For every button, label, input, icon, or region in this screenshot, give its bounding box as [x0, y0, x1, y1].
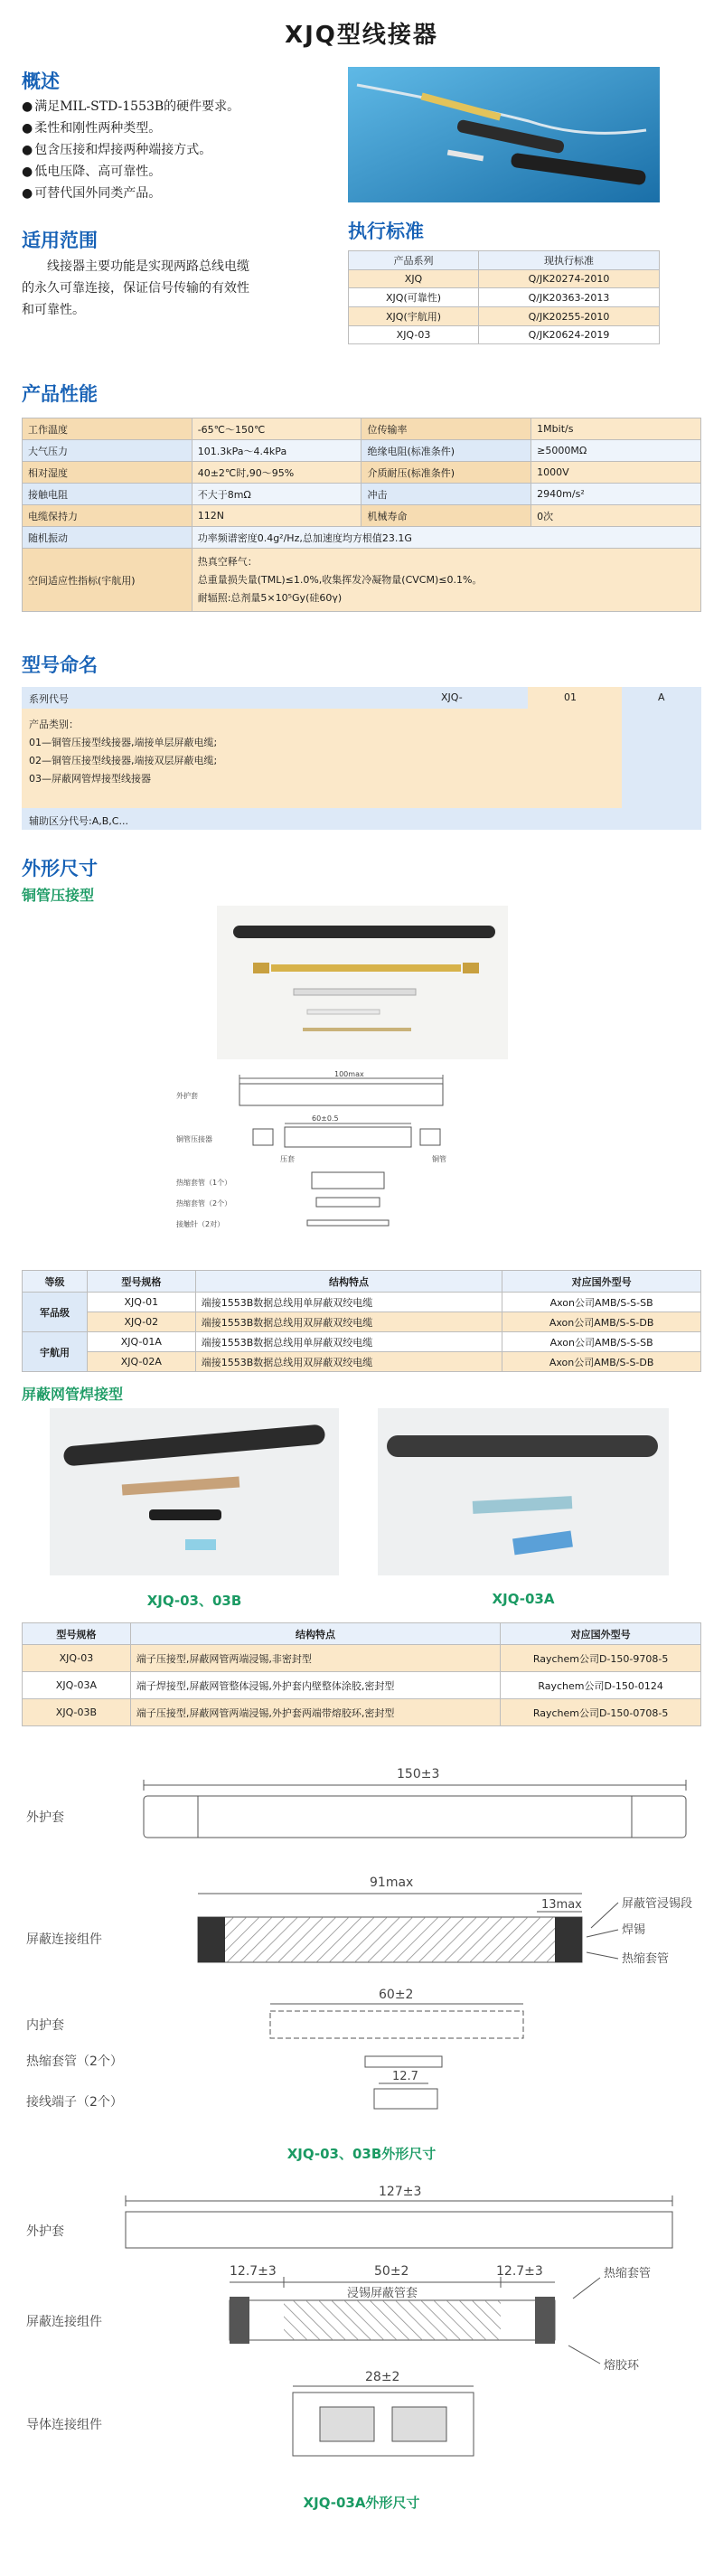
standards-cell: Q/JK20274-2010 [479, 270, 660, 288]
copper-photo-art [217, 906, 508, 1059]
perf-space-line: 总重量损失量(TML)≤1.0%,收集挥发冷凝物量(CVCM)≤0.1%。 [197, 573, 483, 586]
overview-bullet: ● 低电压降、高可靠性。 [22, 161, 329, 183]
perf-space-values [192, 549, 700, 612]
drawing-03-label-shield: 屏蔽连接组件 [26, 1932, 102, 1947]
drawing-03-dim60: 60±2 [379, 1988, 414, 2002]
copper-label-outer: 外护套 [176, 1092, 198, 1100]
photo-outer-sleeve [233, 926, 495, 938]
perf-label: 电缆保持力 [23, 505, 192, 527]
perf-label: 随机振动 [23, 527, 192, 549]
drawing-03-caption: XJQ-03、03B外形尺寸 [286, 2146, 437, 2162]
naming-code: XJQ- [441, 691, 463, 703]
drawing-03-dim91: 91max [370, 1876, 414, 1890]
perf-space-label: 空间适应性指标(宇航用) [23, 549, 192, 612]
overview-bullet: ● 包含压接和焊接两种端接方式。 [22, 139, 329, 161]
copper-cell: 端接1553B数据总线用双屏蔽双绞电缆 [195, 1352, 502, 1372]
copper-cell: 端接1553B数据总线用双屏蔽双绞电缆 [195, 1312, 502, 1332]
naming-suffix-col [622, 687, 701, 830]
overview-bullet: ● 可替代国外同类产品。 [22, 183, 329, 204]
naming-heading: 型号命名 [22, 653, 98, 676]
perf-space-line: 热真空释气： [197, 555, 258, 568]
drawing-03-dim13: 13max [541, 1898, 582, 1912]
naming-class-item: 01—铜管压接型线接器,端接单层屏蔽电缆; [29, 737, 218, 748]
overview-list [22, 96, 329, 204]
standards-cell: Q/JK20255-2010 [479, 307, 660, 326]
perf-label: 机械寿命 [362, 505, 531, 527]
copper-crimp-drawing [285, 1127, 411, 1147]
mesh-photo-03a-art [378, 1408, 669, 1575]
copper-label-pin: 接触针（2对） [176, 1220, 225, 1228]
copper-label-heat2: 热缩套管（2个） [176, 1199, 232, 1208]
copper-grade: 军品级 [23, 1293, 88, 1332]
standards-heading: 执行标准 [348, 220, 424, 242]
perf-value: 0次 [531, 505, 701, 527]
perf-space-line: 耐辐照:总剂量5×10⁵Gy(硅60γ) [197, 591, 343, 604]
copper-label-heat1: 热缩套管（1个） [176, 1179, 232, 1187]
naming-class-item: 03—屏蔽网管焊接型线接器 [29, 773, 151, 785]
mesh-caption-03a: XJQ-03A [492, 1591, 555, 1607]
drawing-03a-dim127: 127±3 [379, 2185, 422, 2199]
drawing-03-svg [22, 1758, 701, 2133]
mesh-col: 对应国外型号 [501, 1623, 701, 1645]
mesh-photo-03-art [50, 1408, 339, 1575]
performance-table [22, 418, 701, 612]
perf-label: 接触电阻 [23, 484, 192, 505]
standards-cell: XJQ(宇航用) [349, 307, 479, 326]
copper-label-crimp2: 铜管 [432, 1155, 446, 1163]
dimensions-heading: 外形尺寸 [22, 857, 98, 879]
perf-value: -65℃～150℃ [192, 418, 362, 440]
photo-copper-tube [271, 964, 461, 972]
drawing-03a-caption: XJQ-03A外形尺寸 [303, 2495, 420, 2511]
perf-label: 冲击 [362, 484, 531, 505]
drawing-03-label-term: 接线端子（2个） [26, 2095, 123, 2110]
mesh-cell: 端子焊接型,屏蔽网管整体浸锡,外护套内壁整体涂胶,密封型 [130, 1672, 500, 1699]
drawing-03-label-tin: 屏蔽管浸锡段 [622, 1897, 693, 1911]
copper-cell: 端接1553B数据总线用单屏蔽双绞电缆 [195, 1332, 502, 1352]
perf-value: 2940m/s² [531, 484, 701, 505]
drawing-03-mesh [198, 1917, 582, 1962]
copper-drawing-svg [145, 1071, 569, 1256]
standards-col-standard: 现执行标准 [479, 251, 660, 270]
drawing-03-label-inner: 内护套 [26, 2018, 64, 2033]
drawing-03 [22, 1758, 701, 2133]
naming-suffix: A [658, 691, 665, 703]
mesh-cell: Raychem公司D-150-0708-5 [501, 1699, 701, 1726]
naming-classes [29, 716, 217, 788]
drawing-03a-label-cond: 导体连接组件 [26, 2418, 102, 2432]
drawing-03a-dimL: 12.7±3 [230, 2264, 277, 2279]
standards-cell: XJQ-03 [349, 326, 479, 344]
standards-cell: Q/JK20363-2013 [479, 288, 660, 307]
mesh-cell: XJQ-03 [23, 1645, 131, 1672]
copper-col: 对应国外型号 [502, 1271, 701, 1293]
copper-cell: XJQ-01A [87, 1332, 195, 1352]
drawing-03a-label-mesh: 浸锡屏蔽管套 [347, 2287, 418, 2300]
standards-cell: XJQ [349, 270, 479, 288]
overview-bullet: ● 柔性和刚性两种类型。 [22, 118, 329, 139]
copper-drawing [145, 1071, 569, 1256]
copper-cell: XJQ-01 [87, 1293, 195, 1312]
perf-label: 绝缘电阻(标准条件) [362, 440, 531, 462]
mesh-cell: 端子压接型,屏蔽网管两端浸锡,外护套两端带熔胶环,密封型 [130, 1699, 500, 1726]
drawing-03a-label-melt: 熔胶环 [604, 2359, 640, 2373]
perf-value: 112N [192, 505, 362, 527]
drawing-03-label-outer: 外护套 [26, 1810, 64, 1825]
drawing-03a [22, 2183, 701, 2481]
perf-value: 不大于8mΩ [192, 484, 362, 505]
naming-num: 01 [564, 691, 577, 703]
copper-label-crimp1: 压套 [280, 1155, 295, 1163]
copper-photo [217, 906, 508, 1059]
drawing-03a-dimR: 12.7±3 [496, 2264, 543, 2279]
copper-cell: Axon公司AMB/S-S-SB [502, 1293, 701, 1312]
copper-col: 等级 [23, 1271, 88, 1293]
perf-value: 1Mbit/s [531, 418, 701, 440]
copper-outer-sleeve-drawing [239, 1084, 443, 1105]
overview-heading: 概述 [22, 70, 60, 92]
mesh-cell: XJQ-03A [23, 1672, 131, 1699]
drawing-03a-dim28: 28±2 [365, 2370, 400, 2384]
scope-text: 线接器主要功能是实现两路总线电缆的永久可靠连接，保证信号传输的有效性和可靠性。 [22, 259, 249, 317]
scope-heading: 适用范围 [22, 229, 98, 251]
mesh-title: 屏蔽网管焊接型 [22, 1386, 124, 1403]
copper-dim-60: 60±0.5 [312, 1114, 339, 1123]
naming-class-title: 产品类别： [29, 719, 79, 730]
perf-label: 介质耐压(标准条件) [362, 462, 531, 484]
drawing-03a-label-outer: 外护套 [26, 2224, 64, 2239]
standards-table [348, 250, 660, 344]
product-photo [348, 67, 660, 202]
drawing-03-label-heat: 热缩套管 [622, 1952, 670, 1966]
mesh-photo-03 [50, 1408, 339, 1575]
mesh-col: 型号规格 [23, 1623, 131, 1645]
copper-grade: 宇航用 [23, 1332, 88, 1372]
performance-heading: 产品性能 [22, 382, 98, 405]
drawing-03-dim150: 150±3 [397, 1767, 440, 1782]
perf-label: 大气压力 [23, 440, 192, 462]
mesh-photo-03a [378, 1408, 669, 1575]
overview-bullet: ● 满足MIL-STD-1553B的硬件要求。 [22, 96, 329, 118]
drawing-03-label-heat2: 热缩套管（2个） [26, 2054, 123, 2069]
naming-class-item: 02—铜管压接型线接器,端接双层屏蔽电缆; [29, 755, 218, 766]
drawing-03-dim127: 12.7 [392, 2070, 418, 2083]
standards-cell: XJQ(可靠性) [349, 288, 479, 307]
mesh-table [22, 1622, 701, 1726]
copper-table [22, 1270, 701, 1372]
perf-value: ≥5000MΩ [531, 440, 701, 462]
copper-label-inner: 铜管压接器 [176, 1135, 212, 1143]
copper-cell: 端接1553B数据总线用单屏蔽双绞电缆 [195, 1293, 502, 1312]
copper-col: 结构特点 [195, 1271, 502, 1293]
perf-label: 位传输率 [362, 418, 531, 440]
standards-cell: Q/JK20624-2019 [479, 326, 660, 344]
perf-value: 101.3kPa～4.4kPa [192, 440, 362, 462]
naming-box [22, 687, 701, 830]
drawing-03a-label-heat: 热缩套管 [604, 2267, 652, 2280]
copper-dim-100: 100max [334, 1071, 364, 1078]
mesh-cell: 端子压接型,屏蔽网管两端浸锡,非密封型 [130, 1645, 500, 1672]
drawing-03a-mesh [284, 2300, 501, 2340]
naming-aux: 辅助区分代号:A,B,C... [29, 815, 128, 827]
perf-value: 1000V [531, 462, 701, 484]
copper-cell: XJQ-02A [87, 1352, 195, 1372]
perf-value: 40±2℃时,90～95% [192, 462, 362, 484]
mesh-cell: Raychem公司D-150-9708-5 [501, 1645, 701, 1672]
copper-cell: Axon公司AMB/S-S-DB [502, 1352, 701, 1372]
copper-cell: Axon公司AMB/S-S-SB [502, 1332, 701, 1352]
copper-title: 铜管压接型 [22, 887, 95, 904]
copper-cell: Axon公司AMB/S-S-DB [502, 1312, 701, 1332]
mesh-cell: XJQ-03B [23, 1699, 131, 1726]
copper-col: 型号规格 [87, 1271, 195, 1293]
naming-series-label: 系列代号 [29, 693, 69, 705]
drawing-03a-svg [22, 2183, 701, 2481]
perf-label: 工作温度 [23, 418, 192, 440]
product-photo-art [348, 67, 660, 202]
mesh-col: 结构特点 [130, 1623, 500, 1645]
drawing-03a-dimM: 50±2 [374, 2264, 409, 2279]
mesh-caption-03: XJQ-03、03B [146, 1593, 242, 1609]
perf-label: 相对湿度 [23, 462, 192, 484]
standards-col-series: 产品系列 [349, 251, 479, 270]
drawing-03a-label-shield: 屏蔽连接组件 [26, 2315, 102, 2329]
copper-cell: XJQ-02 [87, 1312, 195, 1332]
page-title: XJQ型线接器 [285, 22, 438, 49]
mesh-cell: Raychem公司D-150-0124 [501, 1672, 701, 1699]
perf-value: 功率频谱密度0.4g²/Hz,总加速度均方根值23.1G [192, 527, 700, 549]
drawing-03-label-solder: 焊锡 [622, 1923, 646, 1937]
